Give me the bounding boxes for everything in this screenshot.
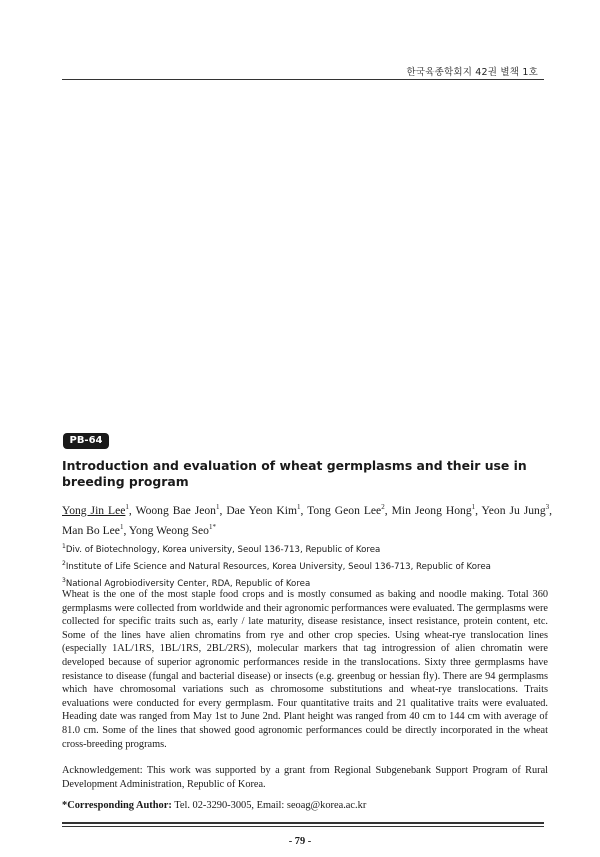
affiliation-mark: 2 <box>62 559 66 567</box>
abstract-text: Wheat is the one of the most staple food crops and is mostly consumed as baking and noodle making. Total 360 germplasms were collected from worldwide and their agronomic performances were evaluated. The germplasms were collected for specific traits such as, early / late maturity, disease resistance, insect resistance, protein content, etc. Some of the lines have alien chromatins from rye and other crop species. Using wheat-rye translocation lines (especially 1AL/1RS, 1BL/1RS, 2BL/2RS), molecular markers that tag introgression of alien chromatin were developed because of superior agronomic performances reside in the translocations. Sixty three germplasms have resistance to disease (fungal and bacterial disease) or insects (e.g. greenbug or hessian fly). There are 94 germplasms which have chromosomal variations such as chromosome substitutions and wheat-rye translocations. Traits evaluations were conducted for every germplasm. Four quantitative traits and 21 qualitative traits were evaluated. Heading date was ranged from May 1st to June 2nd. Plant height was ranged from 40 cm to 144 cm with average of 81.0 cm. Some of the lines that showed good agronomic performances could be directly incorporated in the wheat cross-breeding programs. <box>62 589 548 750</box>
author-affiliation-mark: 1 <box>297 503 301 511</box>
affiliation-mark: 3 <box>62 576 66 584</box>
author-name: Yeon Ju Jung <box>481 503 546 517</box>
author-name: Yong Jin Lee <box>62 503 126 517</box>
corresponding-author <box>62 800 366 811</box>
author-affiliation-mark: 1 <box>119 522 124 531</box>
footer-rule-thin <box>62 826 544 827</box>
author-affiliation-mark: 2 <box>381 503 385 511</box>
author-affiliation-mark: 3 <box>545 503 550 511</box>
paper-title: Introduction and evaluation of wheat germplasms and their use in breeding program <box>62 458 527 489</box>
corresponding-author-label: *Corresponding Author: <box>62 800 172 811</box>
footer-rule-thick <box>62 822 544 824</box>
affiliation-text: Institute of Life Science and Natural Resources, Korea University, Seoul 136-713, Republic of Korea <box>65 561 491 572</box>
acknowledgement-text: Acknowledgement: This work was supported by a grant from Regional Subgenebank Support Program of Rural Development Administration, Republic of Korea. <box>62 765 548 790</box>
author-affiliation-mark: 1* <box>208 522 216 531</box>
affiliation-item <box>62 540 552 557</box>
author-name: Woong Bae Jeon <box>135 503 216 517</box>
affiliation-text: National Agrobiodiversity Center, RDA, Republic of Korea <box>65 578 311 589</box>
author-affiliation-mark: 1 <box>471 503 476 511</box>
author-list: Yong Jin Lee$^1$, Woong Bae Jeon$^1$, Dae Yeon Kim$^1$, Tong Geon Lee$^2$, Min Jeong Hong$^1$, Yeon Ju Jung$^3$, Man Bo Lee$^1$, Yong Weong Seo$^{1*}$ <box>62 503 553 537</box>
author-affiliation-mark: 1 <box>125 503 129 511</box>
affiliation-text: Div. of Biotechnology, Korea university, Seoul 136-713, Republic of Korea <box>65 544 381 555</box>
author-name: Min Jeong Hong <box>391 503 472 517</box>
author-affiliation-mark: 1 <box>215 503 220 511</box>
affiliation-mark: 1 <box>62 543 66 550</box>
journal-header-title: 한국육종학회지 42권 별책 1호 <box>406 67 538 78</box>
corresponding-author-contact: Tel. 02-3290-3005, Email: seoag@korea.ac.kr <box>174 800 367 811</box>
author-name: Tong Geon Lee <box>307 503 382 517</box>
author-name: Yong Weong Seo <box>128 523 209 537</box>
author-name: Dae Yeon Kim <box>226 503 298 517</box>
header-rule <box>62 79 544 80</box>
affiliation-list <box>62 540 552 591</box>
session-badge: PB-64 <box>63 433 109 449</box>
affiliation-item <box>62 557 552 574</box>
author-name: Man Bo Lee <box>62 523 120 537</box>
page-number: - 79 - <box>288 836 312 847</box>
